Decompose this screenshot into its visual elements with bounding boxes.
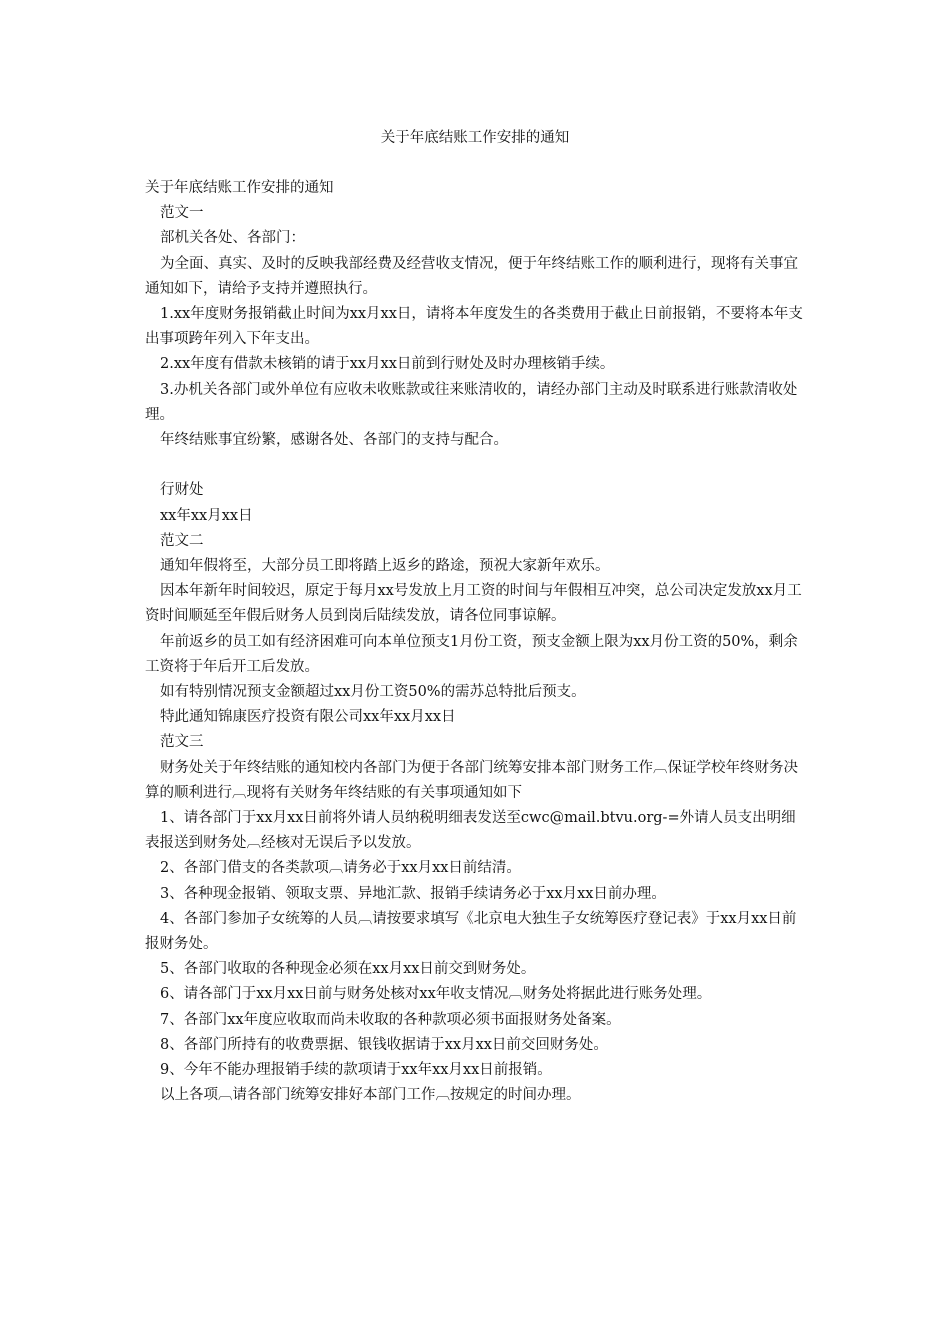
- paragraph: 范文二: [160, 532, 204, 549]
- paragraph: 4、各部门参加子女统筹的人员︹请按要求填写《北京电大独生子女统筹医疗登记表》于xx月xx日前报财务处。: [145, 910, 797, 953]
- paragraph: 财务处关于年终结账的通知校内各部门为便于各部门统筹安排本部门财务工作︹保证学校年终财务决算的顺利进行︹现将有关财务年终结账的有关事项通知如下: [145, 759, 798, 801]
- paragraph: 年终结账事宜纷繁，感谢各处、各部门的支持与配合。: [160, 432, 508, 449]
- paragraph: 7、各部门xx年度应收取而尚未收取的各种款项必须书面报财务处备案。: [160, 1011, 621, 1028]
- document-title: 关于年底结账工作安排的通知: [380, 130, 570, 146]
- paragraph: 以上各项︹请各部门统筹安排好本部门工作︹按规定的时间办理。: [160, 1087, 581, 1104]
- paragraph: 3.办机关各部门或外单位有应收未收账款或往来账清收的，请经办部门主动及时联系进行账款清收处理。: [145, 381, 798, 423]
- paragraph: 5、各部门收取的各种现金必须在xx月xx日前交到财务处。: [160, 961, 536, 978]
- paragraph: 行财处: [160, 482, 204, 499]
- paragraph: 范文一: [160, 205, 204, 222]
- paragraph: 为全面、真实、及时的反映我部经费及经营收支情况，便于年终结账工作的顺利进行，现将有关事宜通知如下，请给予支持并遵照执行。: [145, 255, 798, 297]
- paragraph: 6、请各部门于xx月xx日前与财务处核对xx年收支情况︹财务处将据此进行账务处理。: [160, 986, 712, 1003]
- document-body: [145, 176, 805, 1109]
- paragraph: 关于年底结账工作安排的通知: [145, 180, 334, 196]
- paragraph: xx年xx月xx日: [160, 507, 253, 524]
- paragraph: 3、各种现金报销、领取支票、异地汇款、报销手续请务必于xx月xx日前办理。: [160, 885, 666, 902]
- paragraph: 如有特别情况预支金额超过xx月份工资50%的需苏总特批后预支。: [160, 684, 586, 701]
- paragraph: 9、今年不能办理报销手续的款项请于xx年xx月xx日前报销。: [160, 1062, 552, 1079]
- paragraph: 1.xx年度财务报销截止时间为xx月xx日，请将本年度发生的各类费用于截止日前报销，不要将本年支出事项跨年列入下年支出。: [145, 306, 803, 348]
- paragraph: 通知年假将至，大部分员工即将踏上返乡的路途，预祝大家新年欢乐。: [160, 558, 610, 575]
- paragraph: 因本年新年时间较迟，原定于每月xx号发放上月工资的时间与年假相互冲突，总公司决定发放xx月工资时间顺延至年假后财务人员到岗后陆续发放，请各位同事谅解。: [145, 583, 802, 625]
- paragraph: 8、各部门所持有的收费票据、银钱收据请于xx月xx日前交回财务处。: [160, 1036, 608, 1053]
- paragraph: 1、请各部门于xx月xx日前将外请人员纳税明细表发送至cwc@mail.btvu.org-=外请人员支出明细表报送到财务处︹经核对无误后予以发放。: [145, 810, 796, 852]
- paragraph: 2、各部门借支的各类款项︹请务必于xx月xx日前结清。: [160, 860, 521, 877]
- paragraph: 部机关各处、各部门：: [160, 230, 305, 247]
- blank-line: [145, 453, 805, 478]
- paragraph: 2.xx年度有借款未核销的请于xx月xx日前到行财处及时办理核销手续。: [160, 356, 615, 373]
- paragraph: 年前返乡的员工如有经济困难可向本单位预支1月份工资，预支金额上限为xx月份工资的50%，剩余工资将于年后开工后发放。: [145, 633, 798, 675]
- paragraph: 特此通知锦康医疗投资有限公司xx年xx月xx日: [160, 709, 456, 726]
- paragraph: 范文三: [160, 734, 204, 751]
